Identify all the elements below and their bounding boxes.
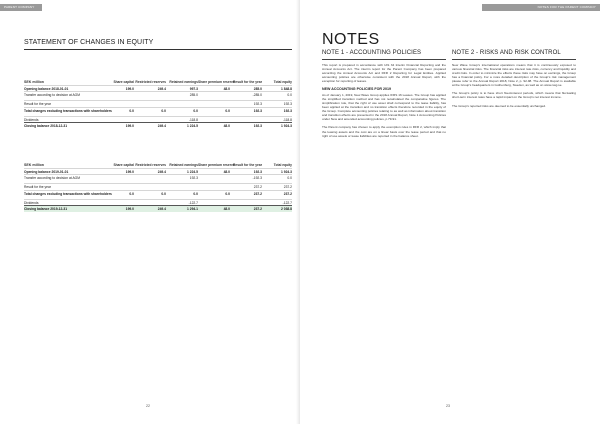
col-header-total: Total equity	[273, 162, 292, 167]
note-2-column	[452, 50, 576, 112]
row-value: 285.0	[230, 85, 262, 92]
col-header-restricted: Restricted reserves	[135, 79, 166, 84]
col-header-share-capital: Share capital	[113, 162, 134, 167]
row-value: 199.0	[102, 85, 134, 92]
row-label: Total changes excluding transactions with shareholders	[24, 108, 112, 113]
col-header-label: SEK million	[24, 162, 44, 167]
row-value: -122.7	[166, 199, 198, 206]
row-value: 1 924.3	[262, 123, 292, 129]
row-value: 2 038.8	[262, 206, 292, 212]
row-value: 48.0	[198, 85, 230, 92]
row-value: 192.3	[230, 168, 262, 175]
row-value: 199.0	[102, 206, 134, 212]
row-value: 192.3	[230, 123, 262, 129]
note-1-paragraph: This report is prepared in accordance with IAS 34 Interim Financial Reporting and the Annual Accounts Act. The interim report for the Parent Company has been prepared according the Annual Accounts Act and RFR 2 Reporting for Legal Entities. Applied accounting policies are otherwise consistent with the 2018 Annual Report, with the exception for reporting of leases.	[322, 62, 446, 84]
row-value: 249.4	[134, 85, 166, 92]
row-value: 237.2	[230, 190, 262, 196]
col-header-result: Result for the year	[233, 162, 262, 167]
row-value: 0.0	[134, 107, 166, 113]
note-2-divider	[452, 59, 576, 60]
col-header-total: Total equity	[273, 79, 292, 84]
equity-table-2019	[24, 150, 292, 212]
row-value: 0.0	[166, 190, 198, 196]
row-label: Dividends	[24, 199, 102, 206]
row-value: 192.3	[230, 101, 262, 108]
row-value: 192.3	[166, 175, 198, 181]
section-tab: PARENT COMPANY	[0, 4, 42, 11]
row-label: Transfer according to decision at AGM	[24, 92, 102, 98]
row-value: 1 924.3	[262, 168, 292, 175]
row-value: 237.2	[230, 206, 262, 212]
row-label: Transfer according to decision at AGM	[24, 175, 102, 181]
table-header	[24, 150, 292, 168]
row-value: 285.0	[166, 92, 198, 98]
row-value: 237.2	[262, 184, 292, 191]
note-2-paragraph: The Group's reported risks are deemed to be essentially unchanged.	[452, 103, 546, 108]
row-value: -192.3	[230, 175, 262, 181]
row-value: 249.4	[134, 123, 166, 129]
page-title: STATEMENT OF CHANGES IN EQUITY	[24, 39, 154, 46]
row-value: 48.0	[198, 123, 230, 129]
note-1-heading: NOTE 1 - ACCOUNTING POLICIES	[322, 50, 422, 56]
table-row	[24, 123, 292, 129]
col-header-restricted: Restricted reserves	[135, 162, 166, 167]
note-1-subheading: NEW ACCOUNTING POLICIES FOR 2019	[322, 87, 391, 92]
row-value: 249.4	[134, 206, 166, 212]
row-value: -118.8	[166, 116, 198, 123]
page-number: 22	[146, 404, 150, 408]
row-value: 237.2	[262, 190, 292, 196]
row-value: 0.0	[134, 190, 166, 196]
note-1-divider	[322, 59, 446, 60]
row-value: 249.4	[134, 168, 166, 175]
row-label: Result for the year	[24, 101, 102, 108]
row-label: Result for the year	[24, 184, 102, 191]
row-value: 199.0	[102, 168, 134, 175]
note-2-heading: NOTE 2 - RISKS AND RISK CONTROL	[452, 50, 561, 56]
row-value: 0.0	[262, 175, 292, 181]
row-value: 192.3	[262, 107, 292, 113]
row-value: 192.3	[262, 101, 292, 108]
col-header-share-capital: Share capital	[113, 79, 134, 84]
row-value: 0.0	[198, 107, 230, 113]
row-value: 199.0	[102, 123, 134, 129]
note-2-paragraph: The Group's policy is to have short fixed-interest periods, which means that fluctuating short-term interest rates have a rapid impact on the Group's net interest income.	[452, 91, 576, 100]
table-header	[24, 67, 292, 85]
col-header-retained: Retained earnings	[169, 162, 198, 167]
row-label: Closing balance 2019-12-31	[24, 206, 102, 212]
notes-title: NOTES	[322, 31, 380, 48]
row-label: Total changes excluding transactions with shareholders	[24, 191, 112, 196]
row-value: 1 224.5	[166, 168, 198, 175]
title-divider	[24, 49, 292, 50]
section-tab: NOTES FOR THE PARENT COMPANY	[482, 4, 600, 11]
row-value: 237.2	[230, 184, 262, 191]
row-value: 0.0	[262, 92, 292, 98]
row-value: 0.0	[198, 190, 230, 196]
row-label: Opening balance 2018-01-01	[24, 85, 102, 92]
row-value: 0.0	[102, 190, 134, 196]
row-label: Closing balance 2018-12-31	[24, 123, 102, 129]
row-value: 1 848.8	[262, 85, 292, 92]
col-header-retained: Retained earnings	[169, 79, 198, 84]
note-1-paragraph: The Parent company has chosen to apply the exemption rules in RFR 2, which imply that the leasing assets and the cost are on a linear basis over the lease period and that no right of use assets or lease liabilities are reported in the balance sheet.	[322, 125, 446, 138]
row-label: Opening balance 2019-01-01	[24, 168, 102, 175]
row-value: 1 224.5	[166, 123, 198, 129]
row-value: 1 294.1	[166, 206, 198, 212]
row-label: Dividends	[24, 116, 102, 123]
col-header-result: Result for the year	[233, 79, 262, 84]
col-header-premium: Share premium reserve	[198, 79, 235, 84]
col-header-premium: Share premium reserve	[198, 162, 235, 167]
table-row	[24, 206, 292, 212]
note-1-paragraph: As of January 1, 2019, New Wave Group applies IFRS 16 Leases. The Group has applied the simplified transition method and has not recalculated the comparative figures. The simplification rule, that the right of use asset shall correspond to the lease liability, has been applied at the transition and no transition effects therefore recorded in the equity of the Group. Complete accounting policies relating to as well as information about transition and transition effects are presented in the 2018 Annual Report, Note 1 Accounting Policies under New and amended accounting policies, p.79-91.	[322, 92, 446, 122]
row-value: -118.8	[262, 116, 292, 123]
col-header-label: SEK million	[24, 79, 44, 84]
row-value: 0.0	[102, 107, 134, 113]
note-2-paragraph: New Wave Group's international operations means that it is continuously exposed to various financial risks. The financial risks are interest rate risks, currency and liquidity and credit risks. In order to minimize the effects these risks may have on earnings, the Group has a financial policy. For a more detailed description of the Group's risk management please refer to the Annual Report 2018, Note 2, p. 92-98. The Annual Report is available at the Group's headquarters in Gothenburg, Sweden, as well as on www.nwg.se.	[452, 62, 576, 88]
row-value: 48.0	[198, 168, 230, 175]
page-number: 23	[446, 404, 450, 408]
row-value: -122.7	[262, 199, 292, 206]
row-value: 997.3	[166, 85, 198, 92]
note-1-column	[322, 50, 446, 142]
row-value: 192.3	[230, 107, 262, 113]
row-value: -285.0	[230, 92, 262, 98]
row-value: 48.0	[198, 206, 230, 212]
row-value: 0.0	[166, 107, 198, 113]
equity-table-2018	[24, 67, 292, 129]
